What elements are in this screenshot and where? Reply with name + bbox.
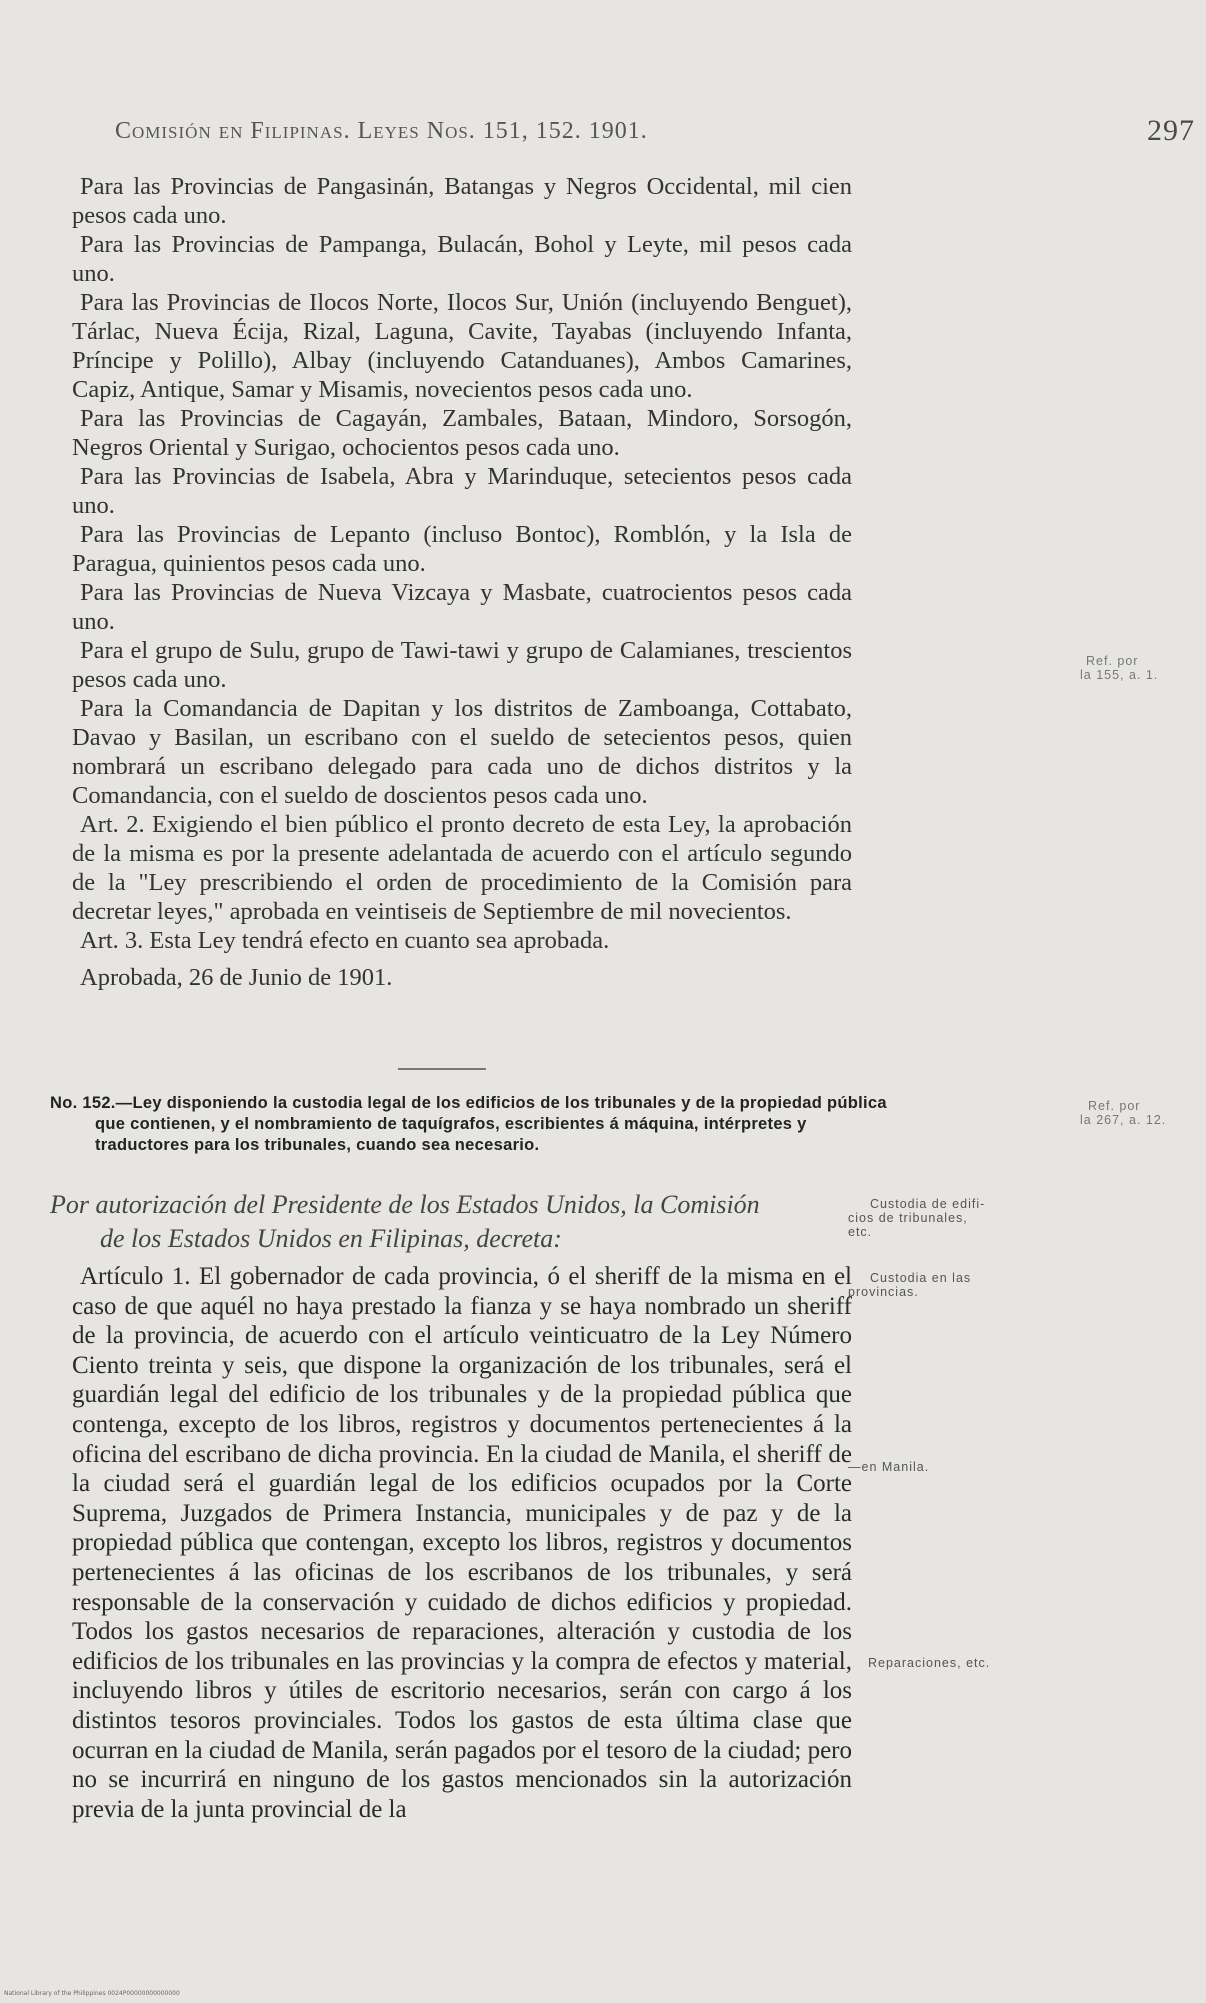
article-1: Artículo 1. El gobernador de cada provincia, ó el sheriff de la misma en el caso de que aquél no haya prestado la fianza y se haya nombrado un sheriff de la provincia, de acuerdo con el artículo veinticuatro de la Ley Número Ciento treinta y seis, que dispone la organización de los tribunales, será el guardián legal del edificio de los tribunales y de la propiedad pública que contenga, excepto de los libros, registros y documentos pertenecientes á la oficina del escribano de dicha provincia. En la ciudad de Manila, el sheriff de la ciudad será el guardián legal de los edificios ocupados por la Corte Suprema, Juzgados de Primera Instancia, municipales y de paz y de la propiedad pública que contengan, excepto los libros, registros y documentos pertenecientes á las oficinas de los escribanos de los tribunales, y será responsable de la conservación y cuidado de dichos edificios y propiedad. Todos los gastos necesarios de reparaciones, alteración y custodia de los edificios de los tribunales en las provincias y la compra de efectos y material, incluyendo libros y útiles de escritorio necesarios, serán con cargo á los distintos tesoros provinciales. Todos los gastos de esta última clase que ocurran en la ciudad de Manila, serán pagados por el tesoro de la ciudad; pero no se incurrirá en ninguno de los gastos mencionados sin la autorización previa de la junta provincial de la [72,1263,852,1823]
margin-note-line: etc. [848,1225,873,1239]
margin-note-ref-155 [1080,654,1158,682]
margin-note-custodia-edificios [848,1197,1073,1239]
enacting-line-1: Por autorización del Presidente de los Estados Unidos, la Comisión [50,1190,760,1219]
section-divider [398,1068,486,1070]
margin-note-line: Custodia en las [870,1271,972,1285]
upper-text-column [72,172,852,992]
margin-note-line: provincias. [848,1285,919,1299]
margin-note-line: la 155, a. 1. [1080,668,1159,682]
paragraph: Para la Comandancia de Dapitan y los distritos de Zamboanga, Cottabato, Davao y Basilan, un escribano con el sueldo de setecientos pesos, quien nombrará un escribano delegado para cada uno de dichos distritos y la Comandancia, con el sueldo de doscientos pesos cada uno. [72,695,852,809]
paragraph: Para las Provincias de Ilocos Norte, Ilocos Sur, Unión (incluyendo Benguet), Tárlac, Nueva Écija, Rizal, Laguna, Cavite, Tayabas (incluyendo Infanta, Príncipe y Polillo), Albay (incluyendo Catanduanes), Ambos Camarines, Capiz, Antique, Samar y Misamis, novecientos pesos cada uno. [72,289,852,403]
margin-note-ref-267 [1080,1099,1166,1127]
margin-note-reparaciones: Reparaciones, etc. [868,1656,991,1670]
paragraph: Para las Provincias de Pampanga, Bulacán, Bohol y Leyte, mil pesos cada uno. [72,231,852,287]
law-152-body [72,1262,852,1824]
margin-note-en-manila: —en Manila. [848,1460,930,1474]
paragraph: Para las Provincias de Nueva Vizcaya y Masbate, cuatrocientos pesos cada uno. [72,579,852,635]
header-title: Comisión en Filipinas. Leyes Nos. 151, 152. 1901. [115,118,648,144]
enacting-line-2: de los Estados Unidos en Filipinas, decreta: [100,1224,562,1253]
margin-note-line: cios de tribunales, [848,1211,968,1225]
article-2: Art. 2. Exigiendo el bien público el pronto decreto de esta Ley, la aprobación de la misma es por la presente adelantada de acuerdo con el artículo segundo de la "Ley prescribiendo el orden de procedimiento de la Comisión para decretar leyes," aprobada en veintiseis de Septiembre de mil novecientos. [72,811,852,925]
enacting-clause [50,1188,850,1256]
paragraph: Para las Provincias de Lepanto (incluso Bontoc), Romblón, y la Isla de Paragua, quinientos pesos cada uno. [72,521,852,577]
margin-note-line: Custodia de edifi- [870,1197,986,1211]
margin-note-line: Ref. por [1088,1099,1141,1113]
paragraph: Para el grupo de Sulu, grupo de Tawi-tawi y grupo de Calamianes, trescientos pesos cada uno. [72,637,852,693]
paragraph: Para las Provincias de Isabela, Abra y Marinduque, setecientos pesos cada uno. [72,463,852,519]
scan-footer: National Library of the Philippines 0024P00000000000000 [4,1990,180,1997]
margin-note-custodia-provincias [848,1271,1073,1299]
margin-note-line: Ref. por [1086,654,1139,668]
paragraph: Para las Provincias de Cagayán, Zambales, Bataan, Mindoro, Sorsogón, Negros Oriental y Surigao, ochocientos pesos cada uno. [72,405,852,461]
paragraph: Para las Provincias de Pangasinán, Batangas y Negros Occidental, mil cien pesos cada uno. [72,173,852,229]
page-number: 297 [1147,114,1195,147]
approval-date: Aprobada, 26 de Junio de 1901. [80,964,393,991]
article-3: Art. 3. Esta Ley tendrá efecto en cuanto sea aprobada. [80,927,610,954]
margin-note-line: la 267, a. 12. [1080,1113,1167,1127]
law-152-heading: No. 152.—Ley disponiendo la custodia legal de los edificios de los tribunales y de la propiedad pública que contienen, y el nombramiento de taquígrafos, escribientes á máquina, intérpretes y traductores para los tribunales, cuando sea necesario. [50,1094,887,1154]
